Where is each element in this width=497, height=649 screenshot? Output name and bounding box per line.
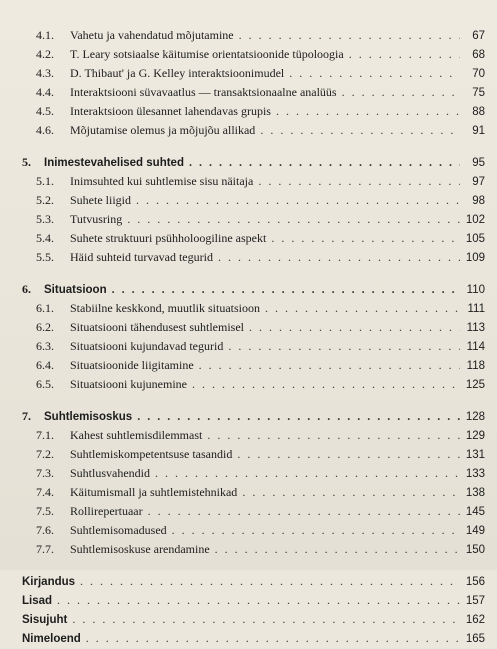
entry-number: 7.6. xyxy=(36,523,54,537)
toc-back-matter-entry xyxy=(22,610,485,629)
toc-section-entry xyxy=(22,26,485,45)
dot-leader xyxy=(265,299,460,318)
entry-page-number: 98 xyxy=(472,195,485,207)
entry-page-number: 70 xyxy=(472,68,485,80)
dot-leader xyxy=(172,521,460,540)
dot-leader xyxy=(57,591,460,610)
entry-page-number: 102 xyxy=(465,214,485,226)
toc-section-entry xyxy=(22,356,485,375)
entry-page-number: 118 xyxy=(466,360,485,372)
entry-title: Situatsioon xyxy=(44,284,107,296)
toc-section-entry xyxy=(22,210,485,229)
entry-page-number: 68 xyxy=(472,49,485,61)
dot-leader xyxy=(86,629,460,648)
entry-page-number: 95 xyxy=(472,157,485,169)
dot-leader xyxy=(349,45,460,64)
dot-leader xyxy=(271,229,460,248)
entry-number: 6.3. xyxy=(36,339,54,353)
dot-leader xyxy=(137,407,460,426)
entry-title: Vahetu ja vahendatud mõjutamine xyxy=(70,28,234,42)
dot-leader xyxy=(207,426,460,445)
entry-page-number: 133 xyxy=(465,468,485,480)
entry-title: Interaktsioon ülesannet lahendavas grupis xyxy=(70,104,271,118)
entry-number: 7.1. xyxy=(36,428,54,442)
entry-page-number: 145 xyxy=(465,506,485,518)
entry-title: Situatsiooni kujundavad tegurid xyxy=(70,339,224,353)
toc-section-entry xyxy=(22,540,485,559)
toc-section-entry xyxy=(22,102,485,121)
entry-number: 4.5. xyxy=(36,104,54,118)
entry-number: 4.4. xyxy=(36,85,54,99)
toc-section-entry xyxy=(22,483,485,502)
entry-page-number: 109 xyxy=(465,252,485,264)
toc-section-entry xyxy=(22,464,485,483)
dot-leader xyxy=(80,572,460,591)
section-gap xyxy=(22,394,485,407)
entry-number: 6.5. xyxy=(36,377,54,391)
dot-leader xyxy=(155,464,460,483)
toc-section-entry xyxy=(22,375,485,394)
toc-section-entry xyxy=(22,318,485,337)
entry-number: 5. xyxy=(22,155,31,169)
toc-section-entry xyxy=(22,521,485,540)
entry-title: Suhtlemisoskuse arendamine xyxy=(70,542,210,556)
entry-title: Rollirepertuaar xyxy=(70,504,143,518)
table-of-contents xyxy=(22,26,485,648)
entry-page-number: 75 xyxy=(472,87,485,99)
dot-leader xyxy=(260,121,460,140)
entry-number: 5.5. xyxy=(36,250,54,264)
entry-page-number: 162 xyxy=(465,614,485,626)
entry-page-number: 110 xyxy=(466,284,485,296)
dot-leader xyxy=(242,483,460,502)
entry-title: Suhete liigid xyxy=(70,193,131,207)
dot-leader xyxy=(215,540,460,559)
dot-leader xyxy=(289,64,460,83)
entry-page-number: 91 xyxy=(472,125,485,137)
toc-section-entry xyxy=(22,83,485,102)
toc-section-entry xyxy=(22,229,485,248)
entry-title: Nimeloend xyxy=(22,633,81,645)
dot-leader xyxy=(127,210,460,229)
entry-page-number: 125 xyxy=(465,379,485,391)
entry-number: 4.6. xyxy=(36,123,54,137)
entry-number: 7. xyxy=(22,409,31,423)
entry-number: 5.4. xyxy=(36,231,54,245)
dot-leader xyxy=(72,610,460,629)
entry-title: D. Thibaut' ja G. Kelley interaktsioonimudel xyxy=(70,66,285,80)
section-gap xyxy=(22,267,485,280)
entry-number: 5.2. xyxy=(36,193,54,207)
entry-title: Suhtlemisoskus xyxy=(44,411,133,423)
entry-page-number: 149 xyxy=(465,525,485,537)
toc-section-entry xyxy=(22,426,485,445)
dot-leader xyxy=(228,337,460,356)
dot-leader xyxy=(342,83,460,102)
entry-page-number: 97 xyxy=(472,176,485,188)
dot-leader xyxy=(112,280,460,299)
entry-number: 4.1. xyxy=(36,28,54,42)
toc-section-entry xyxy=(22,337,485,356)
entry-page-number: 128 xyxy=(465,411,485,423)
entry-page-number: 129 xyxy=(465,430,485,442)
toc-back-matter-entry xyxy=(22,629,485,648)
entry-page-number: 131 xyxy=(465,449,485,461)
dot-leader xyxy=(189,153,460,172)
entry-title: Lisad xyxy=(22,595,53,607)
entry-page-number: 113 xyxy=(466,322,485,334)
dot-leader xyxy=(148,502,460,521)
entry-number: 7.4. xyxy=(36,485,54,499)
entry-number: 4.3. xyxy=(36,66,54,80)
entry-page-number: 111 xyxy=(467,303,485,315)
toc-chapter-entry xyxy=(22,280,485,299)
entry-title: T. Leary sotsiaalse käitumise orientatsioonide tüpoloogia xyxy=(70,47,344,61)
dot-leader xyxy=(218,248,460,267)
dot-leader xyxy=(199,356,460,375)
entry-title: Suhete struktuuri psühholoogiline aspekt xyxy=(70,231,267,245)
section-gap xyxy=(22,559,485,572)
entry-page-number: 114 xyxy=(466,341,485,353)
entry-title: Kirjandus xyxy=(22,576,76,588)
entry-page-number: 150 xyxy=(465,544,485,556)
entry-number: 5.1. xyxy=(36,174,54,188)
dot-leader xyxy=(249,318,460,337)
entry-title: Suhtlemisomadused xyxy=(70,523,167,537)
entry-number: 6.2. xyxy=(36,320,54,334)
entry-number: 7.7. xyxy=(36,542,54,556)
entry-title: Mõjutamise olemus ja mõjujõu allikad xyxy=(70,123,256,137)
toc-section-entry xyxy=(22,121,485,140)
toc-section-entry xyxy=(22,502,485,521)
toc-chapter-entry xyxy=(22,407,485,426)
dot-leader xyxy=(276,102,460,121)
toc-back-matter-entry xyxy=(22,572,485,591)
dot-leader xyxy=(192,375,460,394)
entry-title: Situatsiooni tähendusest suhtlemisel xyxy=(70,320,244,334)
section-gap xyxy=(22,140,485,153)
entry-number: 6. xyxy=(22,282,31,296)
entry-title: Käitumismall ja suhtlemistehnikad xyxy=(70,485,238,499)
entry-title: Tutvusring xyxy=(70,212,123,226)
entry-page-number: 105 xyxy=(465,233,485,245)
entry-title: Häid suhteid turvavad tegurid xyxy=(70,250,213,264)
entry-number: 7.5. xyxy=(36,504,54,518)
entry-title: Sisujuht xyxy=(22,614,68,626)
entry-page-number: 138 xyxy=(465,487,485,499)
toc-section-entry xyxy=(22,64,485,83)
dot-leader xyxy=(237,445,460,464)
entry-title: Situatsiooni kujunemine xyxy=(70,377,187,391)
entry-title: Suhtlusvahendid xyxy=(70,466,150,480)
dot-leader xyxy=(239,26,460,45)
toc-chapter-entry xyxy=(22,153,485,172)
entry-number: 5.3. xyxy=(36,212,54,226)
entry-page-number: 156 xyxy=(465,576,485,588)
entry-title: Interaktsiooni süvavaatlus — transaktsionaalne analüüs xyxy=(70,85,337,99)
entry-title: Inimsuhted kui suhtlemise sisu näitaja xyxy=(70,174,254,188)
toc-section-entry xyxy=(22,191,485,210)
entry-page-number: 157 xyxy=(465,595,485,607)
toc-section-entry xyxy=(22,445,485,464)
toc-section-entry xyxy=(22,172,485,191)
dot-leader xyxy=(258,172,460,191)
entry-title: Stabiilne keskkond, muutlik situatsioon xyxy=(70,301,260,315)
toc-back-matter-entry xyxy=(22,591,485,610)
entry-number: 4.2. xyxy=(36,47,54,61)
entry-title: Situatsioonide liigitamine xyxy=(70,358,194,372)
toc-section-entry xyxy=(22,248,485,267)
entry-title: Suhtlemiskompetentsuse tasandid xyxy=(70,447,233,461)
entry-number: 6.1. xyxy=(36,301,54,315)
entry-title: Inimestevahelised suhted xyxy=(44,157,184,169)
entry-number: 7.2. xyxy=(36,447,54,461)
toc-section-entry xyxy=(22,45,485,64)
entry-page-number: 88 xyxy=(472,106,485,118)
toc-section-entry xyxy=(22,299,485,318)
entry-page-number: 165 xyxy=(465,633,485,645)
entry-number: 7.3. xyxy=(36,466,54,480)
entry-number: 6.4. xyxy=(36,358,54,372)
entry-title: Kahest suhtlemisdilemmast xyxy=(70,428,203,442)
entry-page-number: 67 xyxy=(472,30,485,42)
dot-leader xyxy=(136,191,460,210)
